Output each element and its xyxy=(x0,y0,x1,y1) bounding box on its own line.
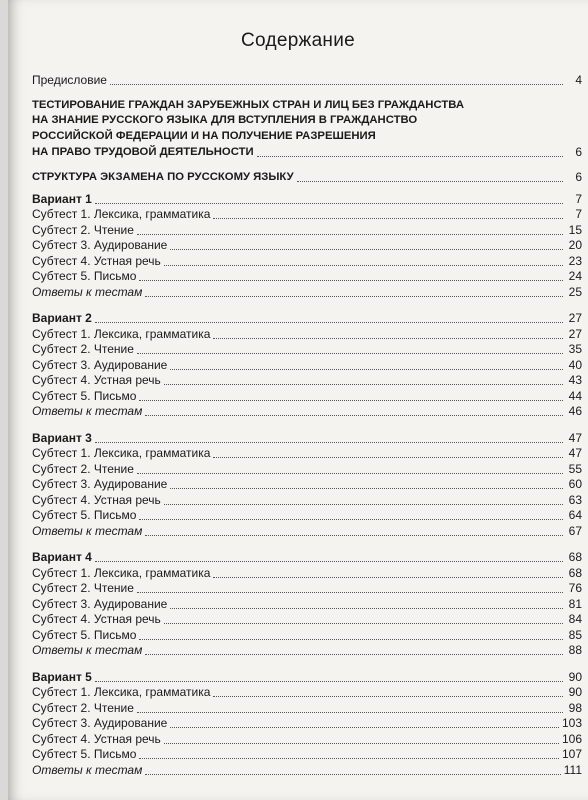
toc-heading-line: НА ЗНАНИЕ РУССКОГО ЯЗЫКА ДЛЯ ВСТУПЛЕНИЯ В ГРАЖДАНСТВО xyxy=(32,114,418,126)
toc-entry-label: Ответы к тестам xyxy=(32,404,143,418)
dot-leader xyxy=(139,280,563,281)
toc-entry-label: Субтест 5. Письмо xyxy=(32,388,137,403)
toc-entry-subtest[interactable] xyxy=(32,477,582,493)
toc-entry-label: Ответы к тестам xyxy=(32,523,143,538)
toc-page-number: 6 xyxy=(575,170,582,184)
toc-entry-subtest[interactable] xyxy=(32,596,582,612)
toc-page-number: 47 xyxy=(568,446,582,460)
toc-page-number: 7 xyxy=(575,191,582,206)
toc-heading-line: РОССИЙСКОЙ ФЕДЕРАЦИИ И НА ПОЛУЧЕНИЕ РАЗРЕШЕНИЯ xyxy=(32,129,376,142)
toc-entry-subtest[interactable] xyxy=(32,342,582,358)
toc-entry-label: Субтест 5. Письмо xyxy=(32,627,137,642)
toc-page-number: 68 xyxy=(568,565,582,580)
toc-page-number: 107 xyxy=(561,747,582,761)
toc-entry-subtest[interactable] xyxy=(32,373,582,389)
toc-entry-label: Субтест 5. Письмо xyxy=(32,747,137,761)
toc-entry-structure[interactable] xyxy=(32,170,582,186)
toc-page-number: 23 xyxy=(568,253,582,268)
toc-entry-answers[interactable] xyxy=(32,643,582,659)
dot-leader xyxy=(139,519,563,520)
toc-page-number: 111 xyxy=(563,762,582,777)
toc-page-number: 55 xyxy=(568,461,582,476)
dot-leader xyxy=(139,639,563,640)
toc-entry-subtest[interactable] xyxy=(32,326,582,342)
toc-entry-subtest[interactable] xyxy=(32,446,582,462)
toc-entry-subtest[interactable] xyxy=(32,627,582,643)
toc-page-number: 64 xyxy=(568,508,582,522)
toc-page-number: 98 xyxy=(568,700,582,715)
toc-page-number: 63 xyxy=(568,492,582,507)
dot-leader xyxy=(95,681,563,682)
toc-page-number: 103 xyxy=(561,716,582,730)
toc-page-number: 27 xyxy=(568,326,582,341)
dot-leader xyxy=(110,84,563,85)
toc-page-number: 60 xyxy=(568,477,582,491)
toc-entry-label: Субтест 4. Устная речь xyxy=(32,612,161,626)
dot-leader xyxy=(170,369,563,370)
toc-page-number: 90 xyxy=(568,669,582,684)
toc-entry-subtest[interactable] xyxy=(32,731,582,747)
toc-page-number: 88 xyxy=(568,643,582,657)
toc-entry-label: Субтест 4. Устная речь xyxy=(32,373,161,387)
toc-entry-label: Субтест 1. Лексика, грамматика xyxy=(32,565,211,580)
toc-page-number: 4 xyxy=(575,72,582,87)
toc-entry-label: Субтест 2. Чтение xyxy=(32,581,134,595)
toc-entry-preface[interactable] xyxy=(32,72,582,88)
toc-entry-subtest[interactable] xyxy=(32,238,582,254)
toc-entry-label: Субтест 3. Аудирование xyxy=(32,477,168,491)
dot-leader xyxy=(170,249,563,250)
variant-section xyxy=(32,550,582,659)
toc-entry-label: Субтест 2. Чтение xyxy=(32,700,134,715)
toc-entry-subtest[interactable] xyxy=(32,388,582,404)
page-title: Содержание xyxy=(240,30,356,51)
toc-entry-label: Субтест 5. Письмо xyxy=(32,269,137,283)
toc-page-number: 40 xyxy=(568,357,582,372)
dot-leader xyxy=(137,473,563,474)
toc-page-number: 47 xyxy=(568,430,582,445)
toc-entry-label: Вариант 4 xyxy=(32,550,92,564)
toc-entry-subtest[interactable] xyxy=(32,207,582,223)
dot-leader xyxy=(164,743,559,744)
toc-heading-line: ТЕСТИРОВАНИЕ ГРАЖДАН ЗАРУБЕЖНЫХ СТРАН И ЛИЦ БЕЗ ГРАЖДАНСТВА xyxy=(32,98,464,111)
toc-entry-label: Субтест 2. Чтение xyxy=(32,222,134,237)
dot-leader xyxy=(213,457,563,458)
toc-entry-variant[interactable] xyxy=(32,311,582,327)
toc-page-number: 106 xyxy=(561,731,582,746)
toc-entry-label: Субтест 3. Аудирование xyxy=(32,596,168,611)
dot-leader xyxy=(170,488,563,489)
toc-entry-label: Субтест 1. Лексика, грамматика xyxy=(32,446,211,460)
book-page xyxy=(8,0,588,800)
toc-page-number: 68 xyxy=(568,550,582,564)
dot-leader xyxy=(145,654,563,655)
toc-entry-answers[interactable] xyxy=(32,762,582,778)
dot-leader xyxy=(145,774,560,775)
toc-entry-answers[interactable] xyxy=(32,284,582,300)
toc-page-number: 25 xyxy=(568,284,582,299)
toc-entry-subtest[interactable] xyxy=(32,269,582,285)
toc-page-number: 84 xyxy=(568,612,582,626)
dot-leader xyxy=(95,442,563,443)
toc-page-number: 46 xyxy=(568,404,582,418)
toc-entry-subtest[interactable] xyxy=(32,565,582,581)
toc-entry-variant[interactable] xyxy=(32,550,582,566)
toc-page-number: 24 xyxy=(568,269,582,283)
dot-leader xyxy=(213,218,563,219)
variant-section xyxy=(32,311,582,420)
table-of-contents xyxy=(32,72,582,778)
toc-heading-line: НА ПРАВО ТРУДОВОЙ ДЕЯТЕЛЬНОСТИ xyxy=(32,145,254,158)
dot-leader xyxy=(170,608,563,609)
toc-entry-label: Субтест 5. Письмо xyxy=(32,508,137,522)
toc-entry-label: Ответы к тестам xyxy=(32,284,143,299)
toc-entry-label: Субтест 3. Аудирование xyxy=(32,238,168,252)
toc-entry-subtest[interactable] xyxy=(32,253,582,269)
dot-leader xyxy=(164,623,563,624)
toc-page-number: 44 xyxy=(568,388,582,403)
dot-leader xyxy=(170,727,559,728)
toc-entry-subtest[interactable] xyxy=(32,357,582,373)
toc-page-number: 90 xyxy=(568,685,582,699)
toc-entry-label: Субтест 2. Чтение xyxy=(32,342,134,356)
toc-page-number: 81 xyxy=(568,596,582,611)
toc-page-number: 76 xyxy=(568,581,582,595)
toc-entry-subtest[interactable] xyxy=(32,716,582,732)
toc-page-number: 20 xyxy=(568,238,582,252)
toc-entry-label: Вариант 5 xyxy=(32,669,92,684)
dot-leader xyxy=(137,592,563,593)
toc-entry-label: Ответы к тестам xyxy=(32,762,143,777)
dot-leader xyxy=(297,181,563,182)
toc-entry-label: Субтест 1. Лексика, грамматика xyxy=(32,207,211,221)
toc-page-number: 15 xyxy=(568,222,582,237)
toc-entry-variant[interactable] xyxy=(32,191,582,207)
toc-page-number: 7 xyxy=(575,207,582,221)
dot-leader xyxy=(139,758,559,759)
dot-leader xyxy=(145,296,563,297)
dot-leader xyxy=(95,561,563,562)
dot-leader xyxy=(257,156,563,157)
variant-section xyxy=(32,191,582,300)
toc-entry-subtest[interactable] xyxy=(32,461,582,477)
variant-section xyxy=(32,669,582,778)
dot-leader xyxy=(164,384,563,385)
dot-leader xyxy=(139,400,563,401)
dot-leader xyxy=(164,504,563,505)
toc-entry-label: Вариант 3 xyxy=(32,430,92,445)
dot-leader xyxy=(213,338,563,339)
dot-leader xyxy=(137,712,563,713)
dot-leader xyxy=(145,415,563,416)
toc-entry-label: Вариант 1 xyxy=(32,191,92,206)
toc-entry-label: Субтест 4. Устная речь xyxy=(32,253,161,268)
toc-entry-testing[interactable] xyxy=(32,98,582,160)
toc-entry-label: Субтест 4. Устная речь xyxy=(32,731,161,746)
dot-leader xyxy=(213,577,563,578)
toc-entry-label: Ответы к тестам xyxy=(32,643,143,657)
dot-leader xyxy=(95,322,563,323)
toc-entry-label: Предисловие xyxy=(32,72,107,87)
toc-entry-label: Субтест 4. Устная речь xyxy=(32,492,161,507)
dot-leader xyxy=(164,265,563,266)
toc-entry-label: Субтест 2. Чтение xyxy=(32,461,134,476)
toc-page-number: 35 xyxy=(568,342,582,356)
toc-entry-subtest[interactable] xyxy=(32,508,582,524)
toc-entry-answers[interactable] xyxy=(32,404,582,420)
toc-page-number: 43 xyxy=(568,373,582,387)
toc-page-number: 27 xyxy=(568,311,582,325)
dot-leader xyxy=(95,203,563,204)
toc-entry-label: СТРУКТУРА ЭКЗАМЕНА ПО РУССКОМУ ЯЗЫКУ xyxy=(32,171,294,183)
toc-entry-subtest[interactable] xyxy=(32,222,582,238)
toc-entry-subtest[interactable] xyxy=(32,612,582,628)
dot-leader xyxy=(137,234,563,235)
toc-entry-label: Субтест 1. Лексика, грамматика xyxy=(32,326,211,341)
toc-entry-subtest[interactable] xyxy=(32,747,582,763)
toc-entry-label: Субтест 3. Аудирование xyxy=(32,357,168,372)
dot-leader xyxy=(145,535,563,536)
dot-leader xyxy=(137,353,563,354)
toc-page-number: 67 xyxy=(568,523,582,538)
variant-list xyxy=(32,191,582,778)
toc-entry-variant[interactable] xyxy=(32,430,582,446)
toc-entry-label: Субтест 1. Лексика, грамматика xyxy=(32,685,211,699)
toc-entry-variant[interactable] xyxy=(32,669,582,685)
toc-entry-subtest[interactable] xyxy=(32,581,582,597)
toc-entry-answers[interactable] xyxy=(32,523,582,539)
toc-page-number: 6 xyxy=(575,144,582,159)
toc-entry-label: Субтест 3. Аудирование xyxy=(32,716,168,730)
toc-entry-label: Вариант 2 xyxy=(32,311,92,325)
toc-entry-subtest[interactable] xyxy=(32,492,582,508)
toc-entry-subtest[interactable] xyxy=(32,685,582,701)
variant-section xyxy=(32,430,582,539)
toc-page-number: 85 xyxy=(568,627,582,642)
toc-entry-subtest[interactable] xyxy=(32,700,582,716)
dot-leader xyxy=(213,696,563,697)
